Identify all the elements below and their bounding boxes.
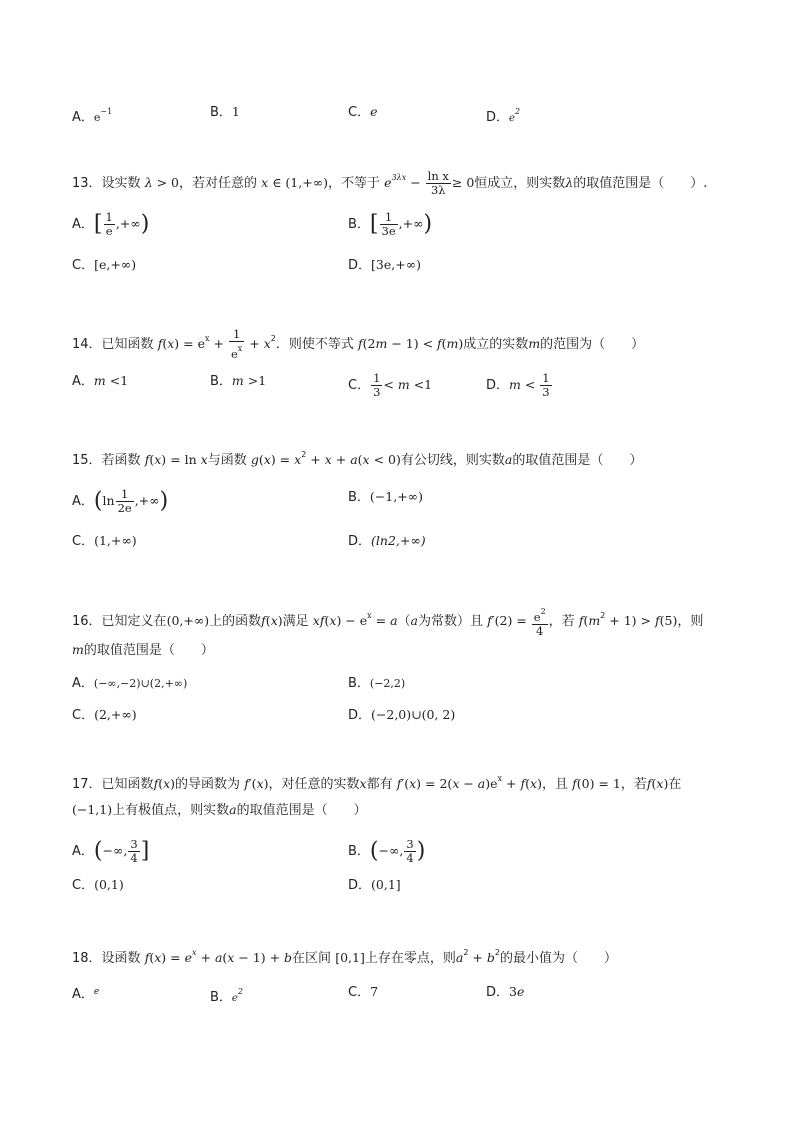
q18-option-d: D．3e: [486, 984, 525, 1000]
q16-stem-line2: m的取值范围是（ ）: [72, 642, 214, 658]
q13-option-d: D．[3e,+∞): [348, 257, 421, 273]
q12-option-b: B．1: [210, 104, 240, 120]
q13-option-c: C．[e,+∞): [72, 257, 137, 273]
q14-option-c: C． $\frac{1}{3}$ < m <1: [348, 371, 433, 399]
q17-stem-line2: (−1,1)上有极值点，则实数a的取值范围是（ ）: [72, 802, 367, 818]
q15-option-c: C．(1,+∞): [72, 533, 137, 549]
q16-option-c: C．(2,+∞): [72, 707, 137, 723]
q16-option-b: B．(−2,2): [348, 676, 406, 691]
q15-stem: 15．若函数 f(x) = ln x与函数 $g(x) = x^2 + x + a(x < 0)$有公切线，则实数a的取值范围是（ ）: [72, 450, 643, 468]
q15-option-d: D．(ln2,+∞): [348, 533, 426, 549]
q18-stem: 18．设函数 $f(x) = e^x + a(x - 1) + b$在区间 [0,1]上存在零点，则$a^2 + b^2$的最小值为（ ）: [72, 948, 617, 966]
q12-option-d: D．$e^2$: [486, 107, 521, 125]
q17-option-b: B．(−∞, $\frac{3}{4}$ ): [348, 837, 426, 865]
q17-option-d: D．(0,1]: [348, 877, 401, 893]
q16-option-a: A．(−∞,−2)∪(2,+∞): [72, 676, 188, 691]
q13-stem: 13．设实数 λ > 0，若对任意的 x ∈ (1,+∞)，不等于 $e^{3\lambda x}$ − $\frac{\text{ln x}}{3\lambda}$ ≥ 0恒成立，则实数λ的取值范围是（ ）.: [72, 169, 708, 197]
q17-stem-line1: 17．已知函数f(x)的导函数为 f′(x)，对任意的实数x都有 $f'(x) = 2(x - a)e^x + f(x)$，且 f(0) = 1，若f(x)在: [72, 774, 682, 792]
q14-option-b: B．m >1: [210, 373, 267, 389]
q15-option-a: A．(ln $\frac{1}{2e}$ ,+∞): [72, 487, 169, 515]
q14-stem: 14．已知函数 $f(x) = e^x$ + $\frac{1}{e^x}$ + $x^2$．则使不等式 f(2m − 1) < f(m)成立的实数m的范围为（ ）: [72, 327, 645, 361]
q17-option-c: C．(0,1): [72, 877, 124, 893]
q18-option-b: B．$e^2$: [210, 987, 243, 1005]
q14-option-a: A．m <1: [72, 373, 129, 389]
q17-option-a: A．(−∞, $\frac{3}{4}$ ]: [72, 837, 150, 865]
q18-option-a: A．$^e$: [72, 987, 100, 1002]
q15-option-b: B．(−1,+∞): [348, 489, 423, 505]
q12-option-c: C．e: [348, 104, 378, 120]
q16-stem-line1: 16．已知定义在(0,+∞)上的函数f(x)满足 $xf(x) - e^x = a(a$为常数）且 f′(2) = $\frac{e^2}{4}$ ，若 $f(m^2 + 1) > f(5)$，则: [72, 607, 704, 638]
q16-option-d: D．(−2,0)∪(0, 2): [348, 707, 456, 723]
q14-option-d: D．m < $\frac{1}{3}$: [486, 371, 550, 399]
q13-option-a: A．[ $\frac{1}{e}$ ,+∞): [72, 210, 150, 238]
q12-option-a: A．$e^{-1}$: [72, 107, 113, 125]
q13-option-b: B．[ $\frac{1}{3e}$ ,+∞): [348, 210, 433, 238]
q18-option-c: C．7: [348, 984, 379, 1000]
